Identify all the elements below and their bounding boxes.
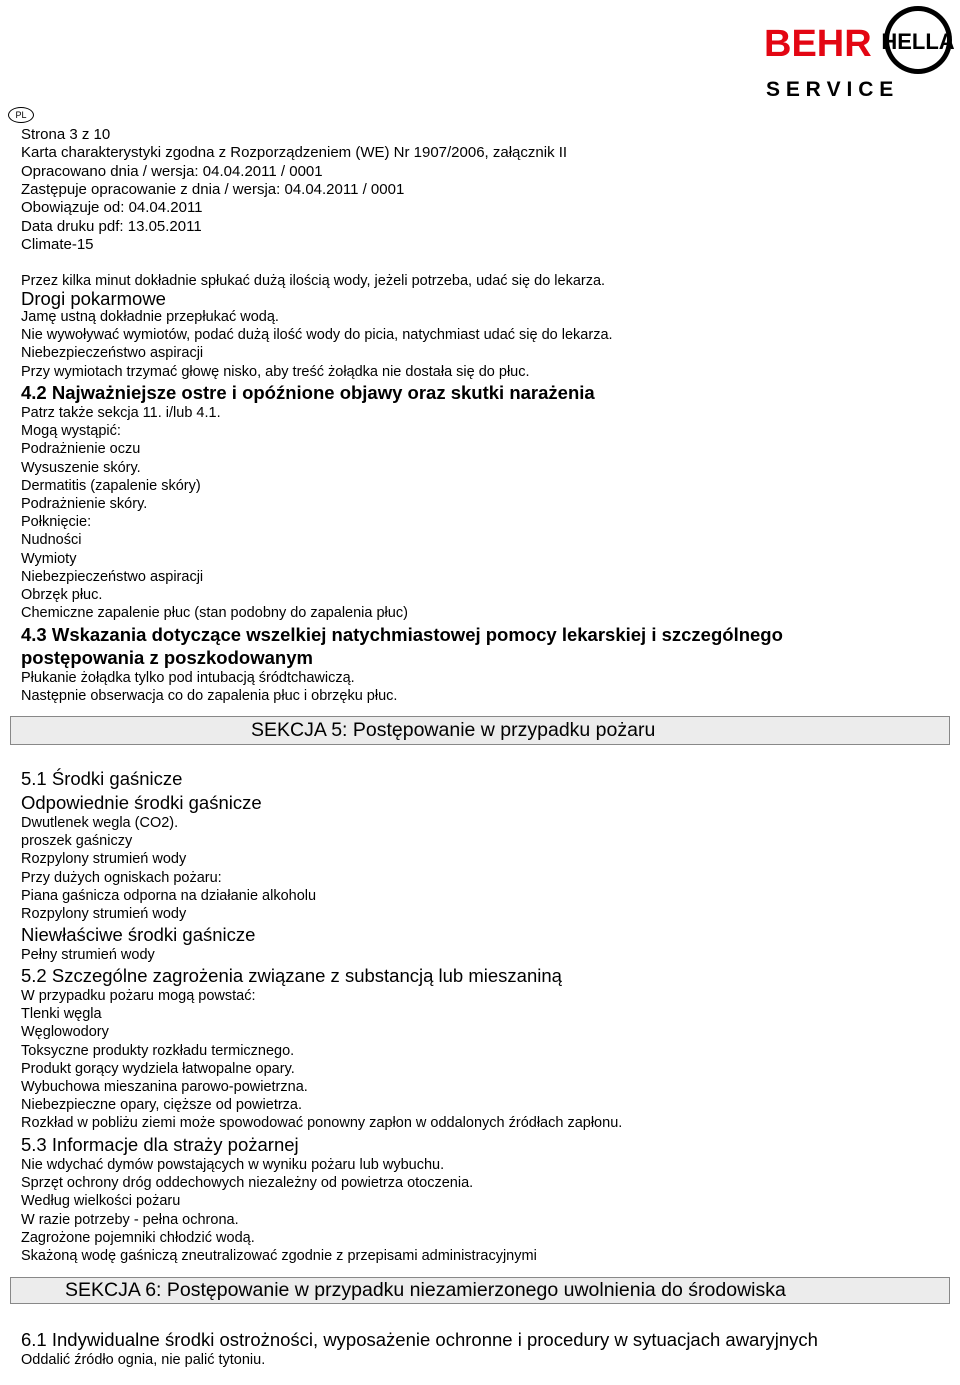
section-4-3-heading-line1: 4.3 Wskazania dotyczące wszelkiej natychmiastowej pomocy lekarskiej i szczególnego xyxy=(21,624,783,645)
header-line: Climate-15 xyxy=(21,235,94,253)
header-line: Karta charakterystyki zgodna z Rozporządzeniem (WE) Nr 1907/2006, załącznik II xyxy=(21,144,568,162)
suitable-media-heading: Odpowiednie środki gaśnicze xyxy=(21,792,262,813)
list-item: Podrażnienie oczu xyxy=(21,441,141,458)
list-item: Skażoną wodę gaśniczą zneutralizować zgodnie z przepisami administracyjnymi xyxy=(21,1248,537,1264)
section-5-1-heading: 5.1 Środki gaśnicze xyxy=(21,768,183,789)
list-item: Według wielkości pożaru xyxy=(21,1193,181,1210)
list-item: Nudności xyxy=(21,532,82,549)
list-item: Połknięcie: xyxy=(21,514,92,531)
list-item: W przypadku pożaru mogą powstać: xyxy=(21,988,256,1004)
list-item: Wysuszenie skóry. xyxy=(21,459,141,476)
unsuitable-media-heading: Niewłaściwe środki gaśnicze xyxy=(21,924,256,945)
list-item: Mogą wystąpić: xyxy=(21,423,121,440)
section-6-bar xyxy=(10,1277,950,1304)
list-item: Nie wywoływać wymiotów, podać dużą ilość wody do picia, natychmiast udać się do lekarza. xyxy=(21,327,613,344)
list-item: Tlenki węgla xyxy=(21,1006,102,1023)
list-item: Podrażnienie skóry. xyxy=(21,496,148,512)
list-item: Nie wdychać dymów powstających w wyniku pożaru lub wybuchu. xyxy=(21,1157,445,1173)
list-item: proszek gaśniczy xyxy=(21,833,133,850)
list-item: Dwutlenek wegla (CO2). xyxy=(21,815,179,831)
behr-hella-logo xyxy=(762,4,958,100)
header-line: Data druku pdf: 13.05.2011 xyxy=(21,217,202,235)
list-item: W razie potrzeby - pełna ochrona. xyxy=(21,1211,239,1228)
list-item: Piana gaśnicza odporna na działanie alkoholu xyxy=(21,887,317,904)
list-item: Wymioty xyxy=(21,550,77,567)
list-item: Chemiczne zapalenie płuc (stan podobny do zapalenia płuc) xyxy=(21,605,408,622)
list-item: Rozkład w pobliżu ziemi może spowodować ponowny zapłon w oddalonych źródłach zapłonu. xyxy=(21,1115,623,1132)
list-item: Rozpylony strumień wody xyxy=(21,851,187,868)
list-item: Zagrożone pojemniki chłodzić wodą. xyxy=(21,1229,255,1246)
behr-wordmark: BEHR xyxy=(764,23,872,65)
list-item: Węglowodory xyxy=(21,1024,109,1041)
list-item: Dermatitis (zapalenie skóry) xyxy=(21,477,201,494)
rinse-text: Przez kilka minut dokładnie spłukać dużą ilością wody, jeżeli potrzeba, udać się do lekarza. xyxy=(21,273,606,289)
list-item: Niebezpieczne opary, cięższe od powietrza. xyxy=(21,1097,303,1114)
section-6-1-heading: 6.1 Indywidualne środki ostrożności, wyposażenie ochronne i procedury w sytuacjach awaryjnych xyxy=(21,1329,818,1350)
drogi-pokarmowe-heading: Drogi pokarmowe xyxy=(21,288,166,309)
section-5-title: SEKCJA 5: Postępowanie w przypadku pożaru xyxy=(251,719,656,741)
list-item: Produkt gorący wydziela łatwopalne opary. xyxy=(21,1060,295,1077)
section-5-2-heading: 5.2 Szczególne zagrożenia związane z substancją lub mieszaniną xyxy=(21,965,562,986)
header-line: Opracowano dnia / wersja: 04.04.2011 / 0001 xyxy=(21,162,323,180)
hella-wordmark: HELLA xyxy=(881,29,955,54)
section-6-title: SEKCJA 6: Postępowanie w przypadku niezamierzonego uwolnienia do środowiska xyxy=(65,1279,786,1301)
service-wordmark: S E R V I C E xyxy=(766,78,894,100)
list-item: Sprzęt ochrony dróg oddechowych niezależny od powietrza otoczenia. xyxy=(21,1175,474,1192)
list-item: Następnie obserwacja co do zapalenia płuc i obrzęku płuc. xyxy=(21,688,398,705)
list-item: Niebezpieczeństwo aspiracji xyxy=(21,345,204,362)
section-4-2-heading: 4.2 Najważniejsze ostre i opóźnione objawy oraz skutki narażenia xyxy=(21,382,595,403)
section-5-bar xyxy=(10,716,950,745)
list-item: Rozpylony strumień wody xyxy=(21,906,187,922)
list-item: Patrz także sekcja 11. i/lub 4.1. xyxy=(21,405,221,421)
list-item: Wybuchowa mieszanina parowo-powietrzna. xyxy=(21,1079,308,1095)
section-4-3-heading-line2: postępowania z poszkodowanym xyxy=(21,647,313,668)
list-item: Jamę ustną dokładnie przepłukać wodą. xyxy=(21,309,279,325)
brand-logo-graphic xyxy=(762,4,958,100)
language-badge: PL xyxy=(8,107,34,123)
unsuitable-media-text: Pełny strumień wody xyxy=(21,947,155,963)
header-line: Obowiązuje od: 04.04.2011 xyxy=(21,199,203,217)
section-5-3-heading: 5.3 Informacje dla straży pożarnej xyxy=(21,1134,299,1155)
list-item: Płukanie żołądka tylko pod intubacją śródtchawiczą. xyxy=(21,670,355,686)
list-item: Niebezpieczeństwo aspiracji xyxy=(21,568,204,585)
header-line: Zastępuje opracowanie z dnia / wersja: 04.04.2011 / 0001 xyxy=(21,180,405,198)
header-line: Strona 3 z 10 xyxy=(21,126,111,143)
list-item: Obrzęk płuc. xyxy=(21,587,103,603)
section-6-1-text: Oddalić źródło ognia, nie palić tytoniu. xyxy=(21,1352,266,1368)
list-item: Przy wymiotach trzymać głowę nisko, aby treść żołądka nie dostała się do płuc. xyxy=(21,363,530,380)
list-item: Toksyczne produkty rozkładu termicznego. xyxy=(21,1042,295,1059)
list-item: Przy dużych ogniskach pożaru: xyxy=(21,869,222,886)
